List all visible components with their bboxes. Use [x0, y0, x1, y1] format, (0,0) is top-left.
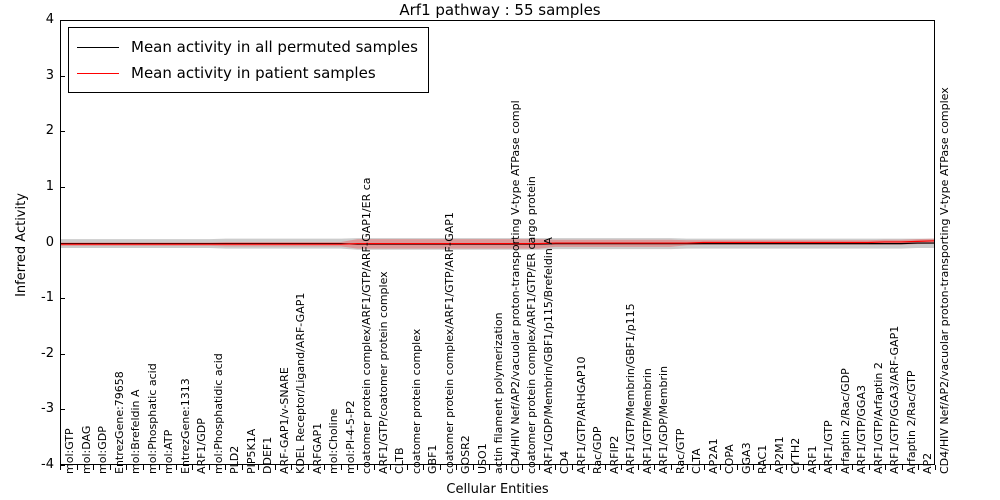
x-tick-mark	[605, 465, 606, 470]
x-tick-mark	[291, 465, 292, 470]
x-tick-label: CLTA	[690, 448, 704, 474]
x-tick-mark	[456, 465, 457, 470]
x-tick-mark	[687, 465, 688, 470]
x-tick-label: ARF1/GTP/Arfaptin 2	[871, 362, 885, 474]
x-tick-label: ARF1/GDP	[195, 418, 209, 474]
x-tick-label: mol:GTP	[63, 428, 76, 474]
x-tick-label: GGA3	[739, 442, 753, 474]
x-tick-mark	[357, 465, 358, 470]
x-tick-label: mol:Brefeldin A	[129, 389, 143, 474]
x-tick-label: ARF1	[805, 445, 819, 474]
x-tick-label: ARFGAP1	[310, 422, 324, 474]
x-tick-mark	[588, 465, 589, 470]
x-tick-label: GBF1	[426, 444, 440, 474]
legend-label-patient: Mean activity in patient samples	[131, 64, 376, 82]
x-tick-mark	[258, 465, 259, 470]
x-tick-mark	[143, 465, 144, 470]
legend-swatch-permuted	[77, 47, 119, 48]
x-tick-label: coatomer protein complex/ARF1/GTP/ARF-GAP1	[442, 212, 456, 474]
x-tick-label: AP2	[921, 452, 935, 474]
x-tick-label: Rac/GTP	[673, 428, 687, 474]
x-tick-mark	[308, 465, 309, 470]
legend-label-permuted: Mean activity in all permuted samples	[131, 38, 418, 56]
x-tick-mark	[209, 465, 210, 470]
x-tick-mark	[473, 465, 474, 470]
chart-title: Arf1 pathway : 55 samples	[399, 1, 601, 19]
x-tick-label: Arfaptin 2/Rac/GTP	[904, 370, 918, 474]
y-tick-label: 3	[45, 67, 54, 83]
legend-item-permuted	[77, 34, 418, 60]
x-tick-mark	[935, 465, 936, 470]
x-tick-label: ARF1/GTP	[822, 420, 836, 474]
x-tick-mark	[539, 465, 540, 470]
x-tick-label: CLTB	[393, 447, 407, 474]
x-tick-label: mol:PI-4-5-P2	[343, 400, 357, 474]
y-tick-label: 4	[45, 12, 54, 27]
x-tick-mark	[819, 465, 820, 470]
x-tick-label: COPA	[723, 444, 737, 474]
legend-swatch-patient	[77, 73, 119, 74]
x-tick-mark	[902, 465, 903, 470]
y-tick-label: -1	[41, 290, 54, 306]
x-tick-label: Arfaptin 2/Rac/GDP	[838, 368, 852, 474]
x-tick-label: mol:ATP	[162, 429, 176, 474]
x-tick-mark	[242, 465, 243, 470]
y-tick-label: 2	[45, 123, 54, 139]
x-tick-mark	[275, 465, 276, 470]
x-tick-mark	[440, 465, 441, 470]
x-tick-mark	[803, 465, 804, 470]
x-tick-mark	[654, 465, 655, 470]
x-tick-mark	[869, 465, 870, 470]
x-tick-label: USO1	[475, 443, 489, 474]
x-tick-mark	[159, 465, 160, 470]
x-tick-label: EntrezGene:79658	[112, 371, 126, 474]
x-tick-mark	[374, 465, 375, 470]
x-tick-label: ARF1/GTP/coatomer protein complex	[376, 271, 390, 474]
x-tick-mark	[836, 465, 837, 470]
x-tick-label: mol:Choline	[327, 408, 341, 474]
x-tick-mark	[753, 465, 754, 470]
x-tick-mark	[852, 465, 853, 470]
y-tick-label: -2	[41, 345, 54, 361]
x-tick-label: PLD2	[228, 445, 242, 474]
x-tick-mark	[176, 465, 177, 470]
x-tick-label: Rac/GDP	[591, 426, 605, 474]
y-tick-label: -3	[41, 401, 54, 417]
x-tick-label: CD4/HIV Nef/AP2/vacuolar proton-transporting V-type ATPase compl	[508, 100, 522, 474]
x-tick-label: mol:GDP	[96, 426, 110, 474]
x-tick-mark	[341, 465, 342, 470]
x-tick-label: AP2M1	[772, 436, 786, 474]
x-tick-mark	[720, 465, 721, 470]
x-tick-label: mol:Phosphatidic acid	[211, 353, 225, 474]
x-tick-label: ARF1/GDP/Membrin	[657, 365, 671, 474]
y-tick-label: 1	[45, 178, 54, 194]
x-tick-mark	[885, 465, 886, 470]
x-tick-label: mol:DAG	[79, 425, 93, 474]
x-tick-label: DDEF1	[261, 436, 275, 474]
x-tick-mark	[324, 465, 325, 470]
x-tick-mark	[407, 465, 408, 470]
x-tick-label: ARF1/GDP/Membrin/GBF1/p115/Brefeldin A	[541, 237, 555, 474]
x-tick-mark	[704, 465, 705, 470]
x-tick-label: ARF1/GTP/GGA3	[855, 385, 869, 474]
y-axis-label: Inferred Activity	[14, 193, 29, 297]
x-tick-label: ARF1/GTP/Membrin	[640, 368, 654, 474]
x-tick-label: coatomer protein complex/ARF1/GTP/ARF-GAP1/ER ca	[360, 177, 374, 474]
x-tick-label: CD4/HIV Nef/AP2/vacuolar proton-transporting V-type ATPase complex	[938, 87, 951, 474]
x-tick-mark	[489, 465, 490, 470]
y-tick-label: -4	[41, 457, 54, 472]
x-tick-mark	[126, 465, 127, 470]
x-tick-label: ARF1/GTP/Membrin/GBF1/p115	[624, 303, 638, 474]
x-tick-mark	[671, 465, 672, 470]
x-tick-label: mol:Phosphatic acid	[145, 363, 159, 474]
x-tick-label: KDEL Receptor/Ligand/ARF-GAP1	[294, 292, 308, 474]
x-tick-label: RAC1	[756, 444, 770, 474]
x-tick-label: EntrezGene:1313	[178, 378, 192, 474]
x-tick-mark	[77, 465, 78, 470]
x-tick-label: actin filament polymerization	[492, 312, 506, 474]
x-tick-mark	[770, 465, 771, 470]
x-tick-mark	[93, 465, 94, 470]
x-tick-mark	[786, 465, 787, 470]
x-tick-label: coatomer protein complex	[409, 328, 423, 474]
x-tick-mark	[522, 465, 523, 470]
x-tick-mark	[423, 465, 424, 470]
x-tick-label: GOSR2	[459, 435, 473, 474]
x-tick-label: ARF-GAP1/v-SNARE	[277, 367, 291, 474]
x-tick-mark	[638, 465, 639, 470]
x-tick-label: coatomer protein complex/ARF1/GTP/ER cargo protein	[525, 176, 539, 474]
legend-item-patient	[77, 60, 418, 86]
x-tick-label: PIP5K1A	[244, 428, 258, 474]
y-tick-label: 0	[45, 234, 54, 250]
x-tick-mark	[918, 465, 919, 470]
x-tick-mark	[506, 465, 507, 470]
x-tick-label: AP2A1	[706, 438, 720, 474]
x-tick-label: CD4	[558, 450, 572, 474]
x-tick-mark	[737, 465, 738, 470]
x-tick-mark	[621, 465, 622, 470]
x-tick-mark	[192, 465, 193, 470]
chart-legend	[68, 27, 429, 93]
x-tick-mark	[390, 465, 391, 470]
x-tick-mark	[60, 465, 61, 470]
x-tick-label: ARFIP2	[607, 435, 621, 474]
x-tick-mark	[555, 465, 556, 470]
x-tick-mark	[572, 465, 573, 470]
x-tick-label: ARF1/GTP/ARHGAP10	[574, 356, 588, 474]
x-tick-label: CYTH2	[789, 437, 803, 474]
x-tick-mark	[110, 465, 111, 470]
x-tick-label: ARF1/GTP/GGA3/ARF-GAP1	[888, 325, 902, 474]
x-tick-mark	[225, 465, 226, 470]
x-axis-label: Cellular Entities	[446, 482, 549, 497]
